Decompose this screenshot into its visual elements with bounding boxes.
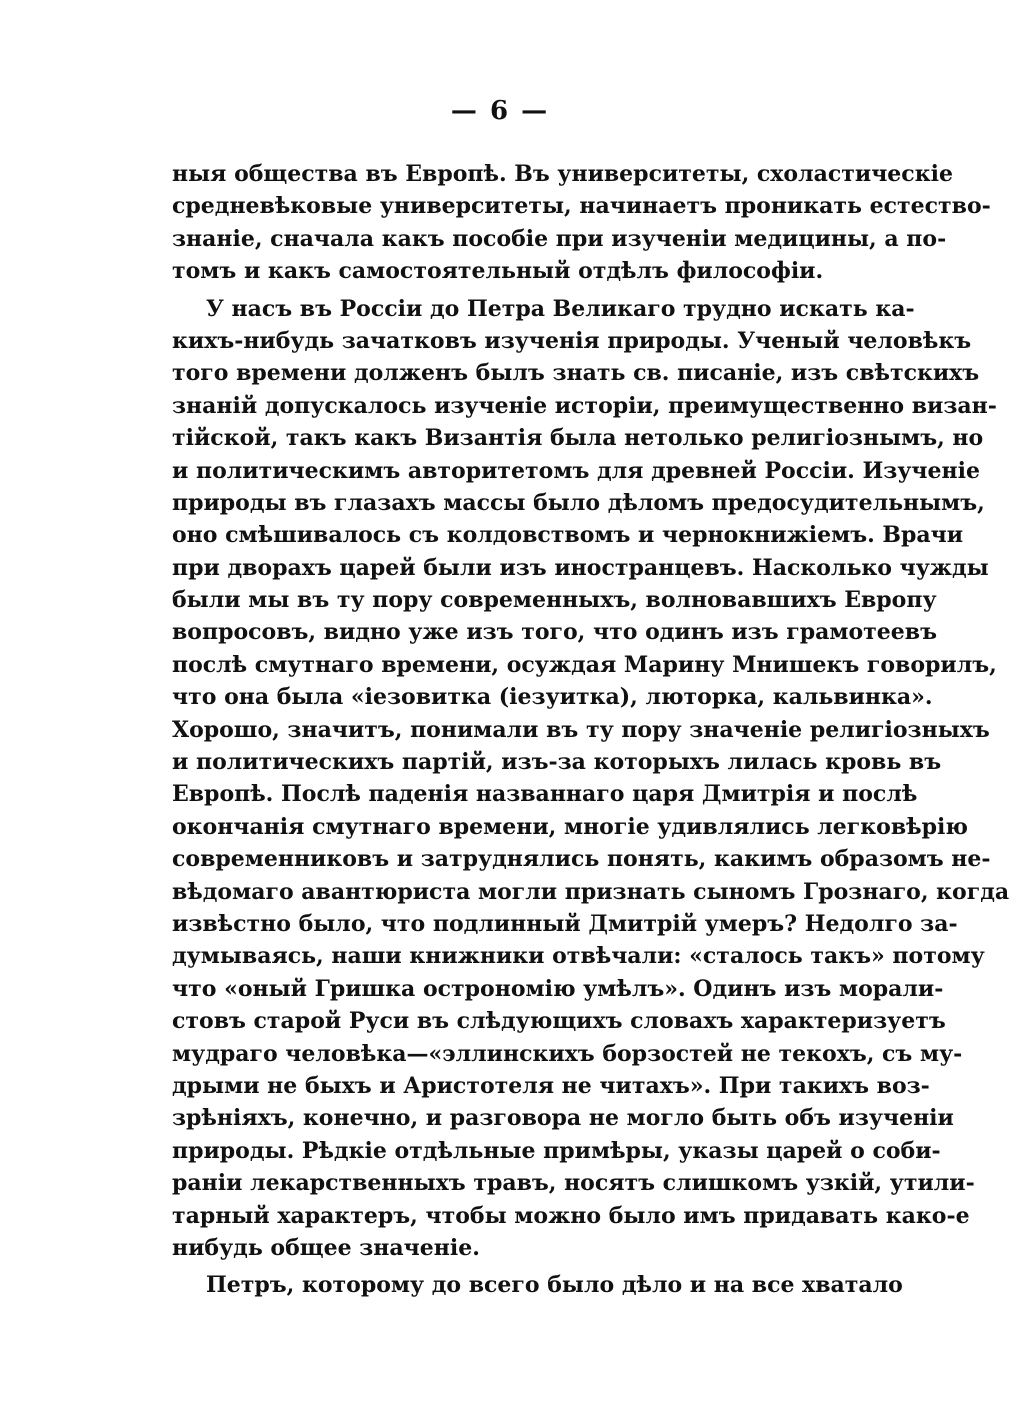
paragraph-3 — [172, 1269, 903, 1301]
text-line: стовъ старой Руси въ слѣдующихъ словахъ характеризуетъ — [172, 1008, 946, 1035]
text-line: зрѣніяхъ, конечно, и разговора не могло быть объ изученіи — [172, 1105, 954, 1132]
text-line: средневѣковые университеты, начинаетъ проникать естество- — [172, 193, 991, 220]
text-line: знаніе, сначала какъ пособіе при изученіи медицины, а по- — [172, 225, 947, 252]
body-text — [172, 158, 1009, 1302]
text-line: природы. Рѣдкіе отдѣльные примѣры, указы царей о соби- — [172, 1137, 941, 1164]
text-line: того времени долженъ былъ знать св. писаніе, изъ свѣтскихъ — [172, 360, 980, 387]
text-line: тарный характеръ, чтобы можно было имъ придавать како-е — [172, 1202, 970, 1229]
text-line: и политическимъ авторитетомъ для древней Россіи. Изученіе — [172, 457, 980, 484]
text-line: что она была «іезовитка (іезуитка), люторка, кальвинка». — [172, 684, 933, 711]
text-line: природы въ глазахъ массы было дѣломъ предосудительнымъ, — [172, 489, 985, 516]
text-line: дрыми не быхъ и Аристотеля не читахъ». При такихъ воз- — [172, 1072, 930, 1099]
text-line: думываясь, наши книжники отвѣчали: «сталось такъ» потому — [172, 943, 985, 970]
text-line: ныя общества въ Европѣ. Въ университеты, схоластическіе — [172, 161, 953, 187]
text-line: что «оный Гришка острономію умѣлъ». Одинъ изъ морали- — [172, 975, 944, 1002]
text-line: Хорошо, значитъ, понимали въ ту пору значеніе религіозныхъ — [172, 716, 990, 743]
text-line: томъ и какъ самостоятельный отдѣлъ философіи. — [172, 258, 824, 285]
text-line: нибудь общее значеніе. — [172, 1234, 480, 1261]
text-line: тійской, такъ какъ Византія была нетолько религіознымъ, но — [172, 425, 984, 452]
text-line: оно смѣшивалось съ колдовствомъ и чернокнижіемъ. Врачи — [172, 522, 964, 549]
text-line: современниковъ и затруднялись понять, какимъ образомъ не- — [172, 846, 991, 873]
text-line: послѣ смутнаго времени, осуждая Марину Мнишекъ говорилъ, — [172, 651, 997, 678]
text-line: знаній допускалось изученіе исторіи, преимущественно визан- — [172, 392, 997, 419]
text-line: окончанія смутнаго времени, многіе удивлялись легковѣрію — [172, 813, 968, 840]
text-line: У насъ въ Россіи до Петра Великаго трудно искать ка- — [206, 295, 915, 322]
text-line: Европѣ. Послѣ паденія названнаго царя Дмитрія и послѣ — [172, 781, 918, 808]
paragraph-2 — [172, 293, 1009, 1265]
page-number: — 6 — — [450, 96, 550, 126]
text-line: Петръ, которому до всего было дѣло и на все хватало — [206, 1272, 903, 1299]
text-line: мудраго человѣка—«эллинскихъ борзостей не текохъ, съ му- — [172, 1040, 963, 1067]
text-line: кихъ-нибудь зачатковъ изученія природы. Ученый человѣкъ — [172, 327, 972, 354]
paragraph-1 — [172, 158, 991, 288]
text-line: были мы въ ту пору современныхъ, волновавшихъ Европу — [172, 587, 937, 614]
text-line: и политическихъ партій, изъ-за которыхъ лилась кровь въ — [172, 749, 942, 776]
text-line: вопросовъ, видно уже изъ того, что одинъ изъ грамотеевъ — [172, 619, 937, 646]
text-line: при дворахъ царей были изъ иностранцевъ. Насколько чужды — [172, 554, 989, 581]
text-line: извѣстно было, что подлинный Дмитрій умеръ? Недолго за- — [172, 910, 958, 937]
text-line: вѣдомаго авантюриста могли признать сыномъ Грознаго, когда — [172, 878, 1009, 905]
text-line: раніи лекарственныхъ травъ, носятъ слишкомъ узкій, утили- — [172, 1170, 975, 1197]
